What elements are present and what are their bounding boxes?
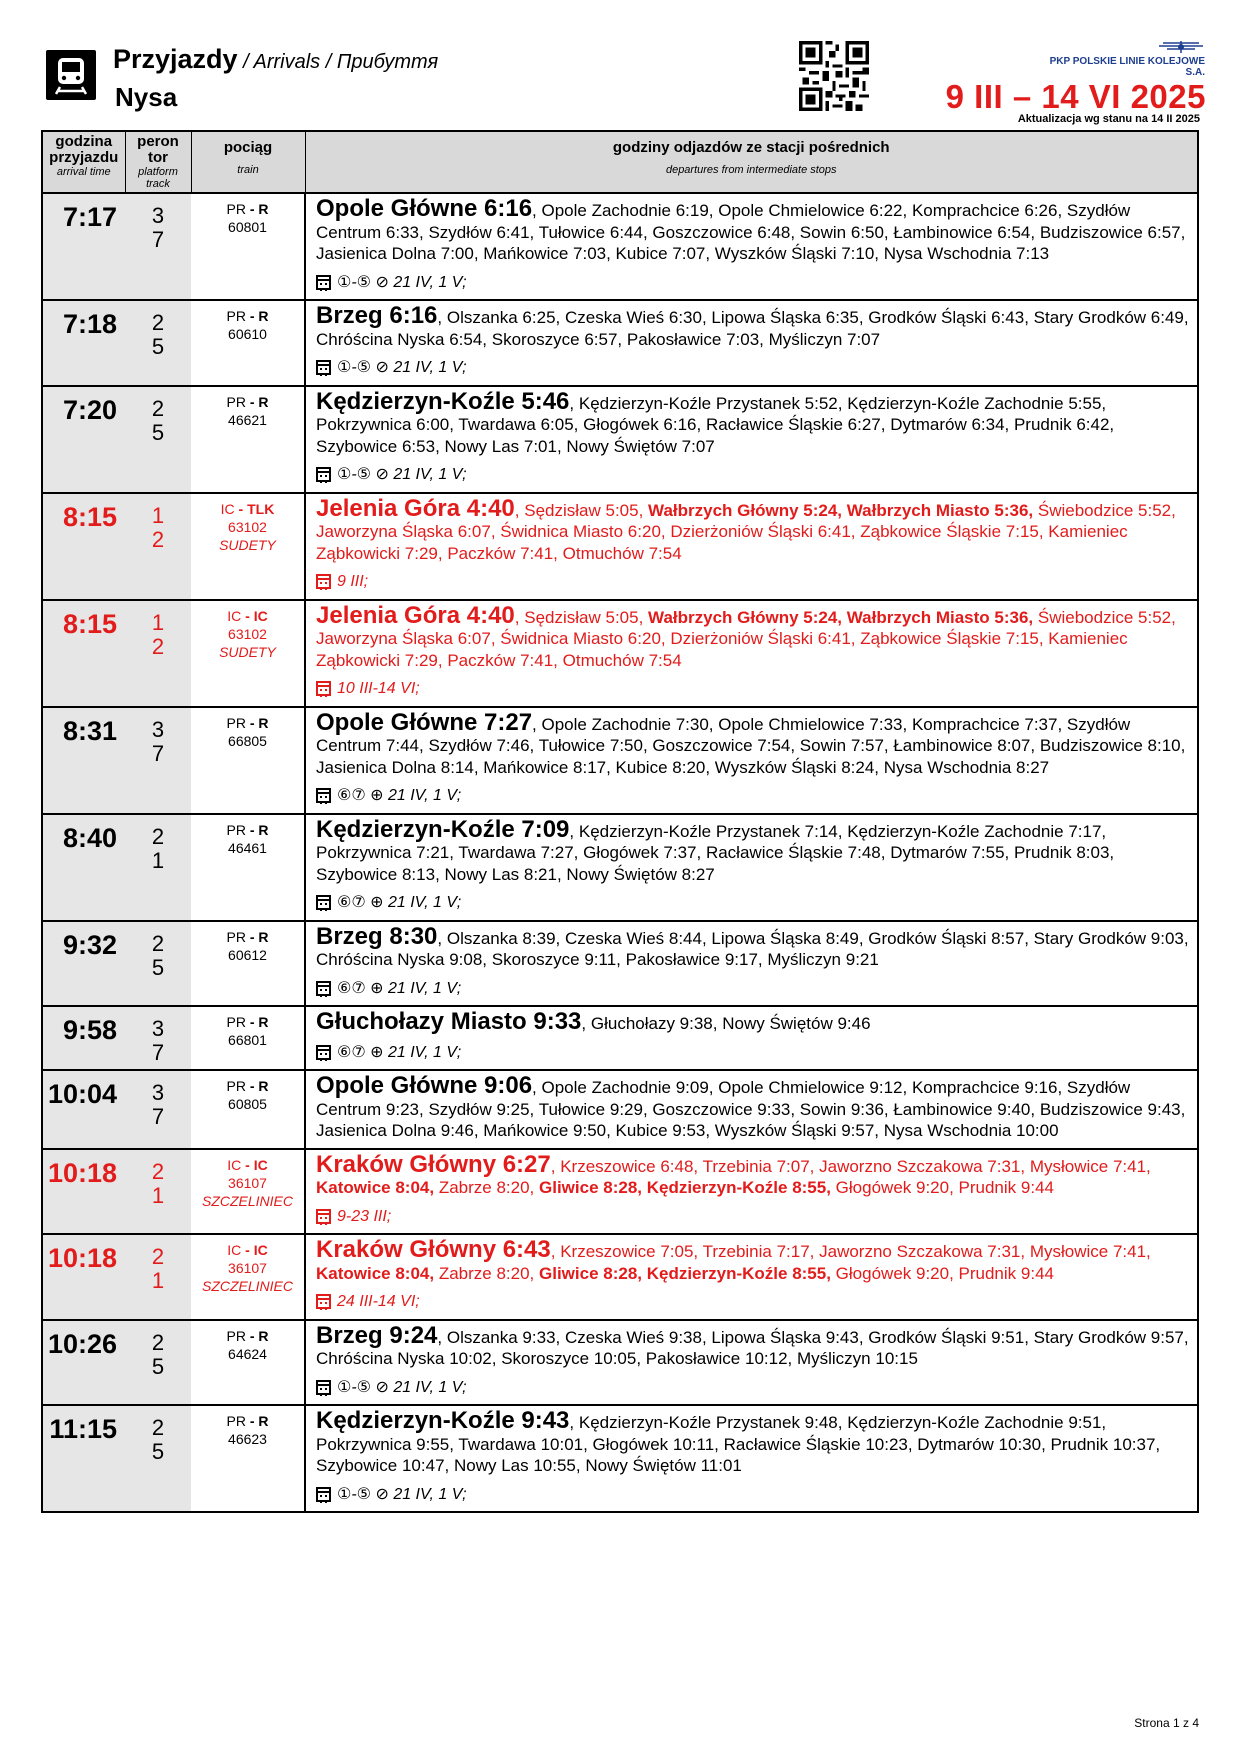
- intermediate-stops: Głogówek 9:20, Prudnik 9:44: [830, 1178, 1054, 1197]
- calendar-text: ①-⑤ ⊘ 21 IV, 1 V;: [337, 359, 467, 376]
- col-time: godzina przyjazdu arrival time: [42, 131, 125, 193]
- arrival-time: 10:04: [42, 1070, 125, 1149]
- track-number: 5: [151, 334, 165, 359]
- col-train: pociąg train: [191, 131, 305, 193]
- train-number: 64624: [228, 1345, 267, 1362]
- origin-station: Jelenia Góra 4:40: [316, 494, 515, 522]
- train-type-sep: -: [234, 500, 248, 517]
- platform-cell: [125, 1234, 191, 1320]
- platform-cell: [125, 386, 191, 493]
- platform-number: 2: [151, 930, 165, 956]
- train-carrier: IC: [227, 1242, 242, 1258]
- train-type-sep: -: [245, 1327, 259, 1344]
- train-carrier: PR: [226, 821, 246, 838]
- train-type: R: [258, 821, 269, 838]
- intermediate-stops: Sędzisław 5:05,: [524, 607, 649, 627]
- table-row: [42, 814, 1198, 921]
- stops-cell: [305, 386, 1198, 493]
- track-number: 7: [151, 1104, 165, 1129]
- train-number: 36107: [228, 1260, 267, 1276]
- train-name: SUDETY: [219, 643, 276, 660]
- calendar-text: 9 III;: [337, 573, 369, 590]
- intermediate-stops: Wałbrzych Główny 5:24, Wałbrzych Miasto 5:36,: [648, 607, 1034, 627]
- intermediate-stops: Zabrze 8:20,: [434, 1263, 539, 1283]
- intermediate-stops: Krzeszowice 7:05, Trzebinia 7:17, Jaworzno Szczakowa 7:31, Mysłowice 7:41,: [560, 1242, 1151, 1261]
- train-category: [191, 1241, 304, 1259]
- intermediate-stops: Gliwice 8:28, Kędzierzyn-Koźle 8:55,: [539, 1263, 831, 1283]
- train-carrier: PR: [226, 1014, 246, 1030]
- origin-station: Głuchołazy Miasto 9:33: [316, 1008, 582, 1035]
- calendar-note: [316, 464, 1191, 486]
- calendar-text: ①-⑤ ⊘ 21 IV, 1 V;: [337, 1485, 467, 1503]
- arrival-time: 8:15: [42, 600, 125, 707]
- train-type: R: [258, 1327, 269, 1344]
- train-category: [191, 307, 304, 325]
- track-number: 7: [151, 740, 165, 766]
- calendar-icon: [316, 1209, 331, 1224]
- platform-cell: [125, 1006, 191, 1070]
- train-category: [191, 393, 304, 411]
- train-number: 66801: [228, 1032, 267, 1048]
- train-type-sep: -: [245, 1014, 259, 1030]
- stops-text: Głuchołazy Miasto 9:33, Głuchołazy 9:38, Nowy Świętów 9:46: [316, 1008, 871, 1035]
- train-type-sep: -: [245, 393, 259, 410]
- origin-station: Jelenia Góra 4:40: [316, 601, 515, 629]
- calendar-icon: [316, 467, 331, 482]
- train-type-sep: -: [245, 821, 259, 838]
- intermediate-stops: Olszanka 9:33, Czeska Wieś 9:38, Lipowa Śląska 9:43, Grodków Śląski 9:51, Stary Grodków 9:57, Chróścina Nyska 10:02, Skoroszyce 10:05, Pakosławice 10:12, Myśliczyn 10:15: [316, 1327, 1189, 1368]
- stops-cell: [305, 600, 1198, 707]
- train-type-sep: -: [241, 1242, 254, 1258]
- train-category: [191, 821, 304, 839]
- train-category: [191, 1156, 304, 1174]
- update-note: Aktualizacja wg stanu na 14 II 2025: [1017, 113, 1200, 125]
- intermediate-stops: Głogówek 9:20, Prudnik 9:44: [830, 1263, 1054, 1283]
- train-category: [191, 500, 304, 518]
- calendar-text: 24 III-14 VI;: [337, 1293, 420, 1310]
- table-row: [42, 1320, 1198, 1406]
- stops-text: Opole Główne 6:16, Opole Zachodnie 6:19, Opole Chmielowice 6:22, Komprachcice 6:26, Szydłów Centrum 6:33, Szydłów 6:41, Tułowice 6:44, Goszczowice 6:48, Sowin 6:50, Łambinowice 6:54, Budziszowice 6:57, Jasienica Dolna 7:00, Mańkowice 7:03, Kubice 7:07, Wyszków Śląski 7:10, Nysa Wschodnia 7:13: [316, 195, 1186, 263]
- origin-station: Opole Główne 6:16: [316, 195, 533, 222]
- platform-number: 3: [151, 203, 165, 228]
- stops-cell: [305, 1070, 1198, 1149]
- intermediate-stops: Opole Zachodnie 7:30, Opole Chmielowice 7:33, Komprachcice 7:37, Szydłów Centrum 7:44, Szydłów 7:46, Tułowice 7:50, Goszczowice 7:54, Sowin 7:57, Łambinowice 8:07, Budziszowice 8:10, Jasienica Dolna 8:14, Mańkowice 8:17, Kubice 8:20, Wyszków Śląski 8:24, Nysa Wschodnia 8:27: [316, 714, 1186, 777]
- train-number: 63102: [228, 518, 267, 535]
- stops-cell: [305, 1320, 1198, 1406]
- platform-cell: [125, 193, 191, 300]
- platform-cell: [125, 1149, 191, 1235]
- intermediate-stops: Wałbrzych Główny 5:24, Wałbrzych Miasto 5:36,: [648, 500, 1034, 520]
- train-type: R: [258, 1014, 269, 1030]
- platform-number: 2: [151, 1415, 165, 1440]
- platform-cell: [125, 300, 191, 386]
- track-number: 7: [151, 1040, 165, 1065]
- train-cell: [191, 493, 305, 600]
- calendar-note: [316, 1377, 1191, 1399]
- table-row: [42, 493, 1198, 600]
- train-cell: [191, 707, 305, 814]
- train-number: 66805: [228, 732, 267, 749]
- train-cell: [191, 600, 305, 707]
- arrival-time: 8:15: [42, 493, 125, 600]
- platform-number: 1: [151, 502, 165, 528]
- calendar-text: ①-⑤ ⊘ 21 IV, 1 V;: [337, 466, 467, 483]
- stops-text: Opole Główne 7:27, Opole Zachodnie 7:30, Opole Chmielowice 7:33, Komprachcice 7:37, Szydłów Centrum 7:44, Szydłów 7:46, Tułowice 7:50, Goszczowice 7:54, Sowin 7:57, Łambinowice 8:07, Budziszowice 8:10, Jasienica Dolna 8:14, Mańkowice 8:17, Kubice 8:20, Wyszków Śląski 8:24, Nysa Wschodnia 8:27: [316, 708, 1186, 777]
- stops-cell: [305, 1405, 1198, 1512]
- arrival-time: 7:18: [42, 300, 125, 386]
- train-number: 36107: [228, 1174, 267, 1191]
- table-row: [42, 300, 1198, 386]
- col-platform: peron tor platform track: [125, 131, 191, 193]
- stops-cell: [305, 707, 1198, 814]
- platform-cell: [125, 814, 191, 921]
- stops-text: Opole Główne 9:06, Opole Zachodnie 9:09, Opole Chmielowice 9:12, Komprachcice 9:16, Szydłów Centrum 9:23, Szydłów 9:25, Tułowice 9:29, Goszczowice 9:33, Sowin 9:36, Łambinowice 9:40, Budziszowice 9:43, Jasienica Dolna 9:46, Mańkowice 9:50, Kubice 9:53, Wyszków Śląski 9:57, Nysa Wschodnia 10:00: [316, 1072, 1186, 1140]
- train-cell: [191, 193, 305, 300]
- train-category: [191, 1077, 304, 1095]
- intermediate-stops: Opole Zachodnie 6:19, Opole Chmielowice 6:22, Komprachcice 6:26, Szydłów Centrum 6:33, Szydłów 6:41, Tułowice 6:44, Goszczowice 6:48, Sowin 6:50, Łambinowice 6:54, Budziszowice 6:57, Jasienica Dolna 7:00, Mańkowice 7:03, Kubice 7:07, Wyszków Śląski 7:10, Nysa Wschodnia 7:13: [316, 201, 1186, 263]
- train-icon: [46, 50, 96, 100]
- track-number: 1: [151, 1182, 165, 1208]
- train-type: IC: [253, 607, 268, 624]
- train-category: [191, 1327, 304, 1345]
- train-type: R: [258, 308, 269, 324]
- stops-text: Brzeg 8:30, Olszanka 8:39, Czeska Wieś 8:44, Lipowa Śląska 8:49, Grodków Śląski 8:57, Stary Grodków 9:03, Chróścina Nyska 9:08, Skoroszyce 9:11, Pakosławice 9:17, Myśliczyn 9:21: [316, 922, 1189, 969]
- calendar-icon: [316, 981, 331, 996]
- track-number: 5: [151, 1353, 165, 1379]
- calendar-note: [316, 978, 1191, 1000]
- intermediate-stops: Krzeszowice 6:48, Trzebinia 7:07, Jaworzno Szczakowa 7:31, Mysłowice 7:41,: [560, 1156, 1151, 1176]
- stops-cell: [305, 921, 1198, 1007]
- intermediate-stops: Katowice 8:04,: [316, 1263, 435, 1283]
- train-category: [191, 714, 304, 732]
- train-carrier: IC: [220, 500, 235, 517]
- train-category: [191, 1412, 304, 1430]
- stops-text: Jelenia Góra 4:40, Sędzisław 5:05, Wałbrzych Główny 5:24, Wałbrzych Miasto 5:36, Świebodzice 5:52, Jaworzyna Śląska 6:07, Świdnica Miasto 6:20, Dzierżoniów Śląski 6:41, Ząbkowice Śląskie 7:15, Kamieniec Ząbkowicki 7:29, Paczków 7:41, Otmuchów 7:54: [316, 601, 1176, 670]
- stops-text: Kędzierzyn-Koźle 9:43, Kędzierzyn-Koźle Przystanek 9:48, Kędzierzyn-Koźle Zachodnie 9:51, Pokrzywnica 9:55, Twardawa 10:01, Głogówek 10:11, Racławice Śląskie 10:23, Dytmarów 10:30, Prudnik 10:37, Szybowice 10:47, Nowy Las 10:55, Nowy Świętów 11:01: [316, 1407, 1161, 1475]
- calendar-icon: [316, 275, 331, 290]
- calendar-icon: [316, 574, 331, 589]
- origin-station: Brzeg 6:16: [316, 302, 438, 329]
- train-type: IC: [253, 1156, 268, 1173]
- calendar-note: [316, 1291, 1191, 1313]
- track-number: 5: [151, 954, 165, 980]
- track-number: 2: [151, 633, 165, 659]
- track-number: 5: [151, 1439, 165, 1464]
- platform-cell: [125, 921, 191, 1007]
- track-number: 1: [151, 847, 165, 873]
- stops-cell: [305, 493, 1198, 600]
- train-type-sep: -: [245, 928, 259, 945]
- intermediate-stops: Świebodzice 5:52, Jaworzyna Śląska 6:07, Świdnica Miasto 6:20, Dzierżoniów Śląski 6:41, Ząbkowice Śląskie 7:15, Kamieniec Ząbkowicki 7:29, Paczków 7:41, Otmuchów 7:54: [316, 500, 1176, 563]
- platform-number: 2: [151, 823, 165, 849]
- intermediate-stops: Kędzierzyn-Koźle Przystanek 5:52, Kędzierzyn-Koźle Zachodnie 5:55, Pokrzywnica 6:00, Twardawa 6:05, Głogówek 6:16, Racławice Śląskie 6:27, Dytmarów 6:34, Prudnik 6:42, Szybowice 6:53, Nowy Las 7:01, Nowy Świętów 7:07: [316, 393, 1115, 456]
- platform-number: 2: [151, 310, 165, 335]
- train-carrier: PR: [226, 928, 246, 945]
- origin-station: Opole Główne 9:06: [316, 1072, 533, 1099]
- train-type: TLK: [247, 500, 275, 517]
- calendar-note: [316, 892, 1191, 914]
- calendar-icon: [316, 895, 331, 910]
- qr-code-icon: [799, 41, 869, 111]
- calendar-icon: [316, 1294, 331, 1309]
- page-title: Przyjazdy / Arrivals / Прибуття: [113, 44, 439, 74]
- table-row: [42, 600, 1198, 707]
- platform-number: 2: [151, 1329, 165, 1355]
- arrival-time: 10:26: [42, 1320, 125, 1406]
- arrival-time: 11:15: [42, 1405, 125, 1512]
- train-type-sep: -: [241, 1156, 254, 1173]
- origin-station: Brzeg 8:30: [316, 922, 438, 950]
- pkp-logo: [1040, 40, 1205, 78]
- validity-period: 9 III – 14 VI 2025: [945, 78, 1206, 115]
- train-cell: [191, 386, 305, 493]
- station-name: Nysa: [115, 82, 178, 112]
- table-row: [42, 1070, 1198, 1149]
- intermediate-stops: Olszanka 6:25, Czeska Wieś 6:30, Lipowa Śląska 6:35, Grodków Śląski 6:43, Stary Grodków 6:49, Chróścina Nyska 6:54, Skoroszyce 6:57, Pakosławice 7:03, Myśliczyn 7:07: [316, 308, 1189, 349]
- table-row: [42, 193, 1198, 300]
- train-type: R: [258, 1078, 269, 1094]
- stops-cell: [305, 1234, 1198, 1320]
- train-name: SZCZELINIEC: [201, 1278, 293, 1294]
- train-type: R: [258, 201, 269, 217]
- platform-cell: [125, 600, 191, 707]
- train-carrier: PR: [226, 308, 246, 324]
- stops-cell: [305, 193, 1198, 300]
- train-number: 60612: [228, 946, 267, 963]
- calendar-text: ⑥⑦ ⊕ 21 IV, 1 V;: [337, 1043, 462, 1061]
- stops-cell: [305, 1006, 1198, 1070]
- train-type-sep: -: [245, 1413, 259, 1429]
- platform-number: 2: [151, 395, 165, 421]
- train-cell: [191, 1234, 305, 1320]
- arrival-time: 8:31: [42, 707, 125, 814]
- origin-station: Kędzierzyn-Koźle 9:43: [316, 1407, 570, 1434]
- calendar-note: [316, 571, 1191, 593]
- train-carrier: PR: [226, 1327, 246, 1344]
- intermediate-stops: Zabrze 8:20,: [434, 1178, 539, 1197]
- stops-cell: [305, 814, 1198, 921]
- train-type: IC: [253, 1242, 268, 1258]
- intermediate-stops: Olszanka 8:39, Czeska Wieś 8:44, Lipowa Śląska 8:49, Grodków Śląski 8:57, Stary Grodków 9:03, Chróścina Nyska 9:08, Skoroszyce 9:11, Pakosławice 9:17, Myśliczyn 9:21: [316, 928, 1189, 969]
- calendar-text: 10 III-14 VI;: [337, 680, 420, 697]
- stops-text: Kraków Główny 6:27, Krzeszowice 6:48, Trzebinia 7:07, Jaworzno Szczakowa 7:31, Mysłowice 7:41, Katowice 8:04, Zabrze 8:20, Gliwice 8:28, Kędzierzyn-Koźle 8:55, Głogówek 9:20, Prudnik 9:44: [316, 1150, 1151, 1197]
- origin-station: Kędzierzyn-Koźle 7:09: [316, 815, 570, 843]
- calendar-text: ⑥⑦ ⊕ 21 IV, 1 V;: [337, 787, 462, 804]
- train-type-sep: -: [245, 1078, 259, 1094]
- train-name: SUDETY: [219, 536, 276, 553]
- stops-text: Kędzierzyn-Koźle 5:46, Kędzierzyn-Koźle Przystanek 5:52, Kędzierzyn-Koźle Zachodnie 5:55, Pokrzywnica 6:00, Twardawa 6:05, Głogówek 6:16, Racławice Śląskie 6:27, Dytmarów 6:34, Prudnik 6:42, Szybowice 6:53, Nowy Las 7:01, Nowy Świętów 7:07: [316, 387, 1115, 456]
- table-row: [42, 1234, 1198, 1320]
- train-name: SZCZELINIEC: [201, 1192, 293, 1209]
- calendar-icon: [316, 1045, 331, 1060]
- table-row: [42, 386, 1198, 493]
- platform-cell: [125, 707, 191, 814]
- train-carrier: IC: [227, 1156, 242, 1173]
- train-cell: [191, 1070, 305, 1149]
- track-number: 2: [151, 526, 165, 552]
- operator-name: PKP POLSKIE LINIE KOLEJOWE S.A.: [1049, 56, 1205, 78]
- origin-station: Brzeg 9:24: [316, 1321, 438, 1349]
- track-number: 1: [151, 1268, 165, 1293]
- col-stops: godziny odjazdów ze stacji pośrednich departures from intermediate stops: [305, 131, 1198, 193]
- stops-cell: [305, 300, 1198, 386]
- train-number: 63102: [228, 625, 267, 642]
- table-row: [42, 1149, 1198, 1235]
- track-number: 7: [151, 227, 165, 252]
- platform-number: 2: [151, 1244, 165, 1269]
- platform-number: 1: [151, 609, 165, 635]
- origin-station: Kraków Główny 6:27: [316, 1150, 551, 1178]
- train-number: 60801: [228, 219, 267, 235]
- arrival-time: 9:32: [42, 921, 125, 1007]
- page-number: Strona 1 z 4: [1134, 1716, 1199, 1730]
- train-carrier: IC: [227, 607, 242, 624]
- intermediate-stops: Gliwice 8:28, Kędzierzyn-Koźle 8:55,: [539, 1178, 831, 1197]
- intermediate-stops: Opole Zachodnie 9:09, Opole Chmielowice 9:12, Komprachcice 9:16, Szydłów Centrum 9:23, Szydłów 9:25, Tułowice 9:29, Goszczowice 9:33, Sowin 9:36, Łambinowice 9:40, Budziszowice 9:43, Jasienica Dolna 9:46, Mańkowice 9:50, Kubice 9:53, Wyszków Śląski 9:57, Nysa Wschodnia 10:00: [316, 1078, 1186, 1140]
- stops-text: Kraków Główny 6:43, Krzeszowice 7:05, Trzebinia 7:17, Jaworzno Szczakowa 7:31, Mysłowice 7:41, Katowice 8:04, Zabrze 8:20, Gliwice 8:28, Kędzierzyn-Koźle 8:55, Głogówek 9:20, Prudnik 9:44: [316, 1236, 1151, 1283]
- train-type-sep: -: [245, 714, 259, 731]
- platform-number: 3: [151, 1016, 165, 1041]
- train-category: [191, 1013, 304, 1031]
- train-carrier: PR: [226, 1413, 246, 1429]
- train-type-sep: -: [241, 607, 254, 624]
- calendar-icon: [316, 681, 331, 696]
- train-carrier: PR: [226, 714, 246, 731]
- table-row: [42, 1405, 1198, 1512]
- train-cell: [191, 921, 305, 1007]
- origin-station: Opole Główne 7:27: [316, 708, 533, 736]
- train-category: [191, 607, 304, 625]
- arrival-time: 10:18: [42, 1234, 125, 1320]
- calendar-icon: [316, 360, 331, 375]
- calendar-text: ⑥⑦ ⊕ 21 IV, 1 V;: [337, 894, 462, 911]
- train-cell: [191, 1006, 305, 1070]
- stops-cell: [305, 1149, 1198, 1235]
- track-number: 5: [151, 419, 165, 445]
- intermediate-stops: Świebodzice 5:52, Jaworzyna Śląska 6:07, Świdnica Miasto 6:20, Dzierżoniów Śląski 6:41, Ząbkowice Śląskie 7:15, Kamieniec Ząbkowicki 7:29, Paczków 7:41, Otmuchów 7:54: [316, 607, 1176, 670]
- intermediate-stops: Katowice 8:04,: [316, 1178, 435, 1197]
- table-header: [42, 131, 1198, 193]
- calendar-text: ①-⑤ ⊘ 21 IV, 1 V;: [337, 273, 467, 291]
- calendar-note: [316, 1206, 1191, 1228]
- train-type: R: [258, 714, 269, 731]
- arrival-time: 7:20: [42, 386, 125, 493]
- arrival-time: 10:18: [42, 1149, 125, 1235]
- arrival-time: 8:40: [42, 814, 125, 921]
- train-type: R: [258, 393, 269, 410]
- train-number: 60610: [228, 326, 267, 342]
- platform-cell: [125, 1320, 191, 1406]
- arrival-time: 7:17: [42, 193, 125, 300]
- platform-cell: [125, 1070, 191, 1149]
- train-category: [191, 200, 304, 218]
- train-number: 60805: [228, 1096, 267, 1112]
- train-type: R: [258, 1413, 269, 1429]
- stops-text: Brzeg 6:16, Olszanka 6:25, Czeska Wieś 6:30, Lipowa Śląska 6:35, Grodków Śląski 6:43, Stary Grodków 6:49, Chróścina Nyska 6:54, Skoroszyce 6:57, Pakosławice 7:03, Myśliczyn 7:07: [316, 302, 1189, 349]
- calendar-note: [316, 785, 1191, 807]
- train-number: 46623: [228, 1431, 267, 1447]
- train-cell: [191, 1320, 305, 1406]
- train-cell: [191, 814, 305, 921]
- train-type-sep: -: [245, 201, 259, 217]
- calendar-text: ①-⑤ ⊘ 21 IV, 1 V;: [337, 1378, 467, 1396]
- calendar-text: 9-23 III;: [337, 1207, 392, 1225]
- timetable: [41, 130, 1199, 1513]
- calendar-text: ⑥⑦ ⊕ 21 IV, 1 V;: [337, 979, 462, 997]
- platform-number: 3: [151, 1080, 165, 1105]
- calendar-note: [316, 357, 1191, 379]
- calendar-note: [316, 1042, 1191, 1064]
- intermediate-stops: Sędzisław 5:05,: [524, 500, 649, 520]
- stops-text: Jelenia Góra 4:40, Sędzisław 5:05, Wałbrzych Główny 5:24, Wałbrzych Miasto 5:36, Świebodzice 5:52, Jaworzyna Śląska 6:07, Świdnica Miasto 6:20, Dzierżoniów Śląski 6:41, Ząbkowice Śląskie 7:15, Kamieniec Ząbkowicki 7:29, Paczków 7:41, Otmuchów 7:54: [316, 494, 1176, 563]
- platform-number: 3: [151, 716, 165, 742]
- calendar-note: [316, 1484, 1191, 1506]
- calendar-icon: [316, 1380, 331, 1395]
- origin-station: Kraków Główny 6:43: [316, 1236, 551, 1263]
- train-carrier: PR: [226, 1078, 246, 1094]
- calendar-note: [316, 678, 1191, 700]
- platform-cell: [125, 493, 191, 600]
- intermediate-stops: Kędzierzyn-Koźle Przystanek 7:14, Kędzierzyn-Koźle Zachodnie 7:17, Pokrzywnica 7:21, Twardawa 7:27, Głogówek 7:37, Racławice Śląskie 7:48, Dytmarów 7:55, Prudnik 8:03, Szybowice 8:13, Nowy Las 8:21, Nowy Świętów 8:27: [316, 821, 1115, 884]
- train-cell: [191, 1149, 305, 1235]
- origin-station: Kędzierzyn-Koźle 5:46: [316, 387, 570, 415]
- train-category: [191, 928, 304, 946]
- platform-cell: [125, 1405, 191, 1512]
- table-row: [42, 1006, 1198, 1070]
- stops-text: Kędzierzyn-Koźle 7:09, Kędzierzyn-Koźle Przystanek 7:14, Kędzierzyn-Koźle Zachodnie 7:17, Pokrzywnica 7:21, Twardawa 7:27, Głogówek 7:37, Racławice Śląskie 7:48, Dytmarów 7:55, Prudnik 8:03, Szybowice 8:13, Nowy Las 8:21, Nowy Świętów 8:27: [316, 815, 1115, 884]
- train-cell: [191, 300, 305, 386]
- calendar-icon: [316, 1487, 331, 1502]
- table-row: [42, 921, 1198, 1007]
- platform-number: 2: [151, 1158, 165, 1184]
- table-row: [42, 707, 1198, 814]
- calendar-note: [316, 272, 1191, 294]
- train-cell: [191, 1405, 305, 1512]
- train-type: R: [258, 928, 269, 945]
- calendar-icon: [316, 788, 331, 803]
- intermediate-stops: Kędzierzyn-Koźle Przystanek 9:48, Kędzierzyn-Koźle Zachodnie 9:51, Pokrzywnica 9:55, Twardawa 10:01, Głogówek 10:11, Racławice Śląskie 10:23, Dytmarów 10:30, Prudnik 10:37, Szybowice 10:47, Nowy Las 10:55, Nowy Świętów 11:01: [316, 1413, 1161, 1475]
- train-number: 46461: [228, 839, 267, 856]
- arrival-time: 9:58: [42, 1006, 125, 1070]
- train-type-sep: -: [245, 308, 259, 324]
- intermediate-stops: Głuchołazy 9:38, Nowy Świętów 9:46: [590, 1014, 871, 1033]
- train-number: 46621: [228, 411, 267, 428]
- stops-text: Brzeg 9:24, Olszanka 9:33, Czeska Wieś 9:38, Lipowa Śląska 9:43, Grodków Śląski 9:51, Stary Grodków 9:57, Chróścina Nyska 10:02, Skoroszyce 10:05, Pakosławice 10:12, Myśliczyn 10:15: [316, 1321, 1189, 1368]
- train-carrier: PR: [226, 201, 246, 217]
- train-carrier: PR: [226, 393, 246, 410]
